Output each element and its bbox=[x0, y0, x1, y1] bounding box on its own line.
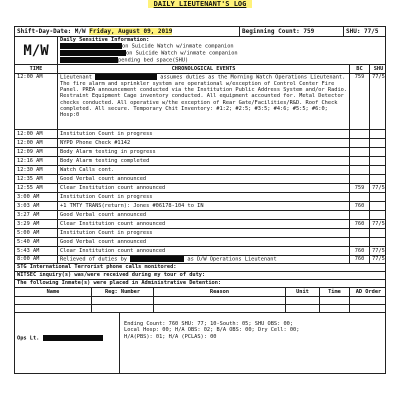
event-text: Institution Count in progress bbox=[57, 130, 349, 138]
event-time: 3:00 AM bbox=[17, 194, 40, 200]
event-shu bbox=[369, 157, 387, 165]
event-bc: 760 bbox=[349, 256, 369, 263]
column-header-row bbox=[15, 65, 385, 74]
event-text: Body Alarm testing in progress bbox=[57, 148, 349, 156]
event-shu bbox=[369, 238, 387, 246]
sensitive-info bbox=[57, 37, 387, 64]
event-bc: 759 bbox=[349, 74, 369, 129]
event-bc: 760 bbox=[349, 220, 369, 228]
event-bc: 759 bbox=[349, 184, 369, 192]
ops-lt-label: Ops Lt. bbox=[17, 335, 40, 342]
ending-count bbox=[119, 313, 387, 374]
event-shu bbox=[369, 202, 387, 210]
admin-detention-label: The following Inmate(s) were placed in Administrative Detention: bbox=[15, 280, 385, 288]
detention-header-row bbox=[15, 288, 385, 297]
document-title-text: DAILY LIEUTENANT'S LOG bbox=[148, 0, 253, 8]
ending-count-line-1: Ending Count: 760 SHU: 77; 10-South: 05; SHU OBS: 00; bbox=[124, 321, 294, 327]
event-shu bbox=[369, 229, 387, 237]
watch-badge-cell bbox=[15, 37, 57, 64]
event-bc bbox=[349, 229, 369, 237]
event-bc bbox=[349, 193, 369, 201]
event-bc bbox=[349, 148, 369, 156]
event-bc bbox=[349, 139, 369, 147]
event-time: 8:00 AM bbox=[17, 256, 40, 262]
event-row bbox=[15, 202, 385, 211]
event-shu: 77/5 bbox=[369, 184, 387, 192]
event-shu bbox=[369, 130, 387, 138]
event-text: Clear Institution count announced bbox=[57, 247, 349, 255]
event-shu bbox=[369, 139, 387, 147]
event-shu: 77/5 bbox=[369, 247, 387, 255]
event-time: 12:00 AM bbox=[17, 131, 43, 137]
event-time: 12:30 AM bbox=[17, 167, 43, 173]
col-time: TIME bbox=[29, 66, 43, 72]
shift-label: Shift-Day-Date: M/W bbox=[17, 28, 86, 35]
det-col-reason: Reason bbox=[153, 288, 285, 296]
event-bc bbox=[349, 157, 369, 165]
event-text: NYPD Phone Check #1142 bbox=[57, 139, 349, 147]
det-col-ad-order: AD Order bbox=[349, 288, 387, 296]
event-row bbox=[15, 148, 385, 157]
redacted-block bbox=[60, 43, 122, 49]
document-title bbox=[0, 0, 400, 10]
event-shu: 77/5 bbox=[369, 256, 387, 263]
event-time: 3:03 AM bbox=[17, 203, 40, 209]
sto-phone-calls: STG International Terrorist phone calls monitored: bbox=[15, 264, 385, 272]
event-time: 12:00 AM bbox=[17, 74, 43, 80]
event-shu: 77/5 bbox=[369, 74, 387, 129]
log-table bbox=[14, 26, 386, 374]
event-text: Institution Count in progress bbox=[57, 193, 349, 201]
shift-date: Friday, August 09, 2019 bbox=[89, 28, 173, 35]
det-col-time: Time bbox=[319, 288, 349, 296]
col-bc: BC bbox=[349, 65, 369, 73]
beginning-count: Beginning Count: 759 bbox=[239, 27, 343, 36]
event-text: Body Alarm testing completed bbox=[57, 157, 349, 165]
event-bc bbox=[349, 166, 369, 174]
event-time: 3:27 AM bbox=[17, 212, 40, 218]
event-row bbox=[15, 139, 385, 148]
event-bc bbox=[349, 130, 369, 138]
event-bc: 760 bbox=[349, 247, 369, 255]
redacted-block bbox=[60, 57, 118, 63]
sensitive-info-row bbox=[15, 37, 385, 65]
event-text: Good Verbal count announced bbox=[57, 175, 349, 183]
event-row bbox=[15, 220, 385, 229]
event-row-first bbox=[15, 74, 385, 130]
sensitive-label: Daily Sensitive Information: bbox=[60, 37, 150, 43]
event-time: 12:55 AM bbox=[17, 185, 43, 191]
ops-lt bbox=[15, 313, 119, 374]
event-row bbox=[15, 130, 385, 139]
witsec-inquiry: WITSEC inquiry(s) was/were received during my tour of duty: bbox=[15, 272, 385, 280]
event-shu: 77/5 bbox=[369, 220, 387, 228]
event-bc bbox=[349, 175, 369, 183]
event-text: Good Verbal count announced bbox=[57, 238, 349, 246]
event-shu bbox=[369, 148, 387, 156]
redacted-block bbox=[95, 74, 157, 80]
event-text: Lieutenant assumes duties as the Morning Watch Operations Lieutenant. The fire alarm and sprinkler system are operational w/exception of Control Center Fire Panel. PREA announcement conducted via the Institution Public Address System and/or Radio. Restraint Equipment Cage inventory conducted. All equipment accounted for. Metal Detector checks conducted. All operative w/the exception of Rear Gate/Facilities/R&D. Roof Check completed. All secure. Temporary Chit Inventory: #1:2; #2:5; #3:5; #4:6; #5:5; #6:0; Hosp:0 bbox=[57, 74, 349, 129]
signoff-row bbox=[15, 313, 385, 374]
event-row-last bbox=[15, 256, 385, 264]
detention-empty-row bbox=[15, 297, 385, 305]
event-row bbox=[15, 166, 385, 175]
event-text: +1 TMTY TRANS(return): Jones #06178-104 to IN bbox=[57, 202, 349, 210]
event-row bbox=[15, 157, 385, 166]
det-col-reg: Reg: Number bbox=[91, 288, 153, 296]
event-text: Good Verbal count announced bbox=[57, 211, 349, 219]
event-text: Watch Calls cont. bbox=[57, 166, 349, 174]
event-shu bbox=[369, 175, 387, 183]
sensitive-line-1: on Suicide Watch w/inmate companion bbox=[60, 43, 387, 50]
event-bc bbox=[349, 211, 369, 219]
shift-day-date bbox=[15, 27, 239, 36]
col-events: CHRONOLOGICAL EVENTS bbox=[57, 65, 349, 73]
event-row bbox=[15, 193, 385, 202]
event-shu bbox=[369, 166, 387, 174]
event-shu bbox=[369, 211, 387, 219]
event-row bbox=[15, 247, 385, 256]
event-time: 5:00 AM bbox=[17, 230, 40, 236]
event-row bbox=[15, 238, 385, 247]
ending-count-line-3: H/A(PBS): 01; H/A (PCLAS): 00 bbox=[124, 333, 217, 340]
watch-badge: M/W bbox=[23, 43, 49, 59]
event-time: 12:00 AM bbox=[17, 140, 43, 146]
event-text: Relieved of duties by as D/W Operations Lieutenant bbox=[57, 256, 349, 263]
event-bc: 760 bbox=[349, 202, 369, 210]
event-time: 3:29 AM bbox=[17, 221, 40, 227]
det-col-name: Name bbox=[46, 289, 60, 295]
shu-count: SHU: 77/5 bbox=[343, 27, 387, 36]
event-bc bbox=[349, 238, 369, 246]
event-time: 5:43 AM bbox=[17, 248, 40, 254]
redacted-block bbox=[60, 50, 126, 56]
event-shu bbox=[369, 193, 387, 201]
event-time: 12:09 AM bbox=[17, 149, 43, 155]
header-row bbox=[15, 27, 385, 37]
det-col-unit: Unit bbox=[285, 288, 319, 296]
event-text: Clear Institution count announced bbox=[57, 220, 349, 228]
ending-count-line-2: Local Hosp: 00; H/A OBS: 02; B/A OBS: 00; Dry Cell: 00; bbox=[124, 327, 300, 334]
sensitive-line-2: on Suicide Watch w/inmate companion bbox=[60, 50, 387, 57]
event-text: Clear Institution count announced bbox=[57, 184, 349, 192]
sensitive-line-3: pending bed space(SHU) bbox=[60, 57, 387, 64]
event-time: 5:40 AM bbox=[17, 239, 40, 245]
redacted-block bbox=[130, 256, 184, 262]
redacted-signature bbox=[43, 335, 103, 341]
event-time: 12:35 AM bbox=[17, 176, 43, 182]
detention-empty-row bbox=[15, 305, 385, 313]
event-row bbox=[15, 229, 385, 238]
event-row bbox=[15, 211, 385, 220]
event-row bbox=[15, 184, 385, 193]
col-shu: SHU bbox=[369, 65, 387, 73]
event-text: Institution Count in progress bbox=[57, 229, 349, 237]
event-row bbox=[15, 175, 385, 184]
event-time: 12:16 AM bbox=[17, 158, 43, 164]
